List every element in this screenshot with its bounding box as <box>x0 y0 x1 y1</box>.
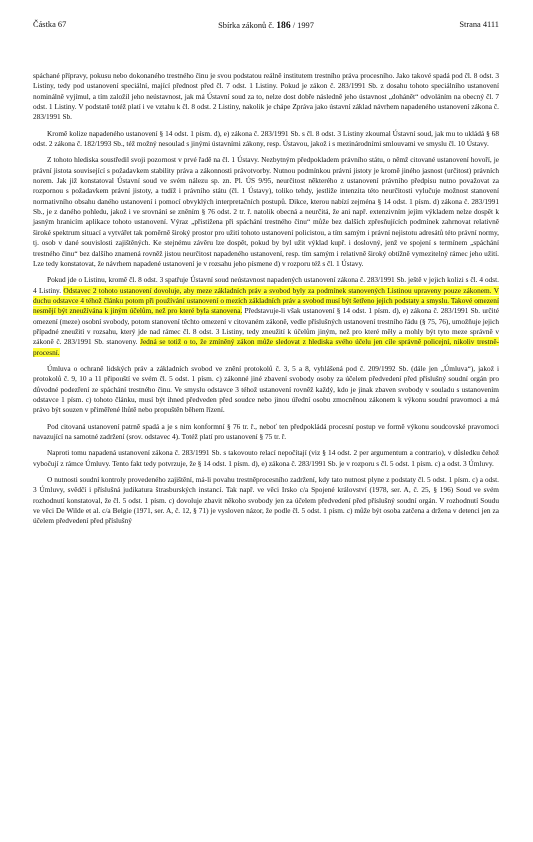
paragraph-text: Pokud jde o Listinu, kromě čl. 8 odst. 3 spatřuje Ústavní soud neústavnost napadených ustanovení zákona č. 283/1991 Sb. ještě v jejich kolizi s čl. 4 odst. 4 Listiny. <box>33 275 499 295</box>
paragraph-text: Naproti tomu napadená ustanovení zákona č. 283/1991 Sb. s takovouto relací nepočítají (viz § 14 odst. 2 per argumentum a contrario), v důsledku čehož vybočují z rámce Úmluvy. Tento fakt tedy potvrzuje, že § 14 odst. 1 písm. d), e) zákona č. 283/1991 Sb. je v rozporu s čl. 5 odst. 1 písm. c) a odst. 3 Úmluvy. <box>33 448 499 468</box>
paragraph-text: Úmluva o ochraně lidských práv a základních svobod ve znění protokolů č. 3, 5 a 8, vyhlášená pod č. 209/1992 Sb. (dále jen „Úmluva“), jakož i protokolů č. 9, 10 a 11 připouští ve svém čl. 5 odst. 1 písm. c) zákonné jiné zbavení svobody osoby za účelem předvedení před příslušný soudní orgán pro důvodné podezření ze spáchání trestného činu. Ve smyslu odstavce 3 téhož ustanovení rovněž každý, kdo je jinak zbaven svobody v souladu s ustanovením odstavce 1 písm. c) tohoto článku, musí být ihned předveden před soudce nebo jinou úřední osobu zmocněnou zákonem k výkonu soudní pravomoci a má právo být souzen v přiměřené lhůtě nebo propuštěn během řízení. <box>33 363 499 415</box>
header-issue-number: 186 <box>276 20 291 31</box>
paragraph-text: Představuje-li však ustanovení § 14 odst. 1 písm. d), e) zákona č. 283/1991 Sb. určité omezení (meze) osobní svobody, potom stanovení těchto omezení v citovaném zákoně, vedle příslušných ustanovení trestního řádu (§ 75, 76), umožňuje jejich případné zneužití v rozsahu, který jde nad rámec čl. 8 odst. 3 Listiny, tedy zneužití k účelům jiným, než pro které měly a mohly být tyto meze správně v zákoně č. 283/1991 Sb. stanoveny. <box>33 306 499 347</box>
body-paragraph <box>33 448 499 469</box>
body-paragraph <box>33 129 499 150</box>
header-issue-part: Částka 67 <box>33 20 67 29</box>
body-paragraph <box>33 275 499 358</box>
body-paragraph <box>33 475 499 527</box>
body-paragraph <box>33 71 499 123</box>
highlighted-text: Jedná se totiž o to, že zmíněný zákon může sledovat z hlediska svého účelu jen cíle správně policejní, nikoliv trestně-procesní. <box>33 337 500 357</box>
paragraph-text: Pod citovaná ustanovení patrně spadá a je s nim konformní § 76 tr. ř., neboť ten předpokládá procesní postup ve formě výkonu soudcovské pravomoci navazující na samotné zadržení (srov. odstavec 4). Totéž platí pro ustanovení § 75 tr. ř. <box>33 421 499 441</box>
header-page-number: Strana 4111 <box>459 20 499 29</box>
page-header <box>33 20 499 36</box>
paragraph-text: Kromě kolize napadeného ustanovení § 14 odst. 1 písm. d), e) zákona č. 283/1991 Sb. s čl. 8 odst. 3 Listiny zkoumal Ústavní soud, jak mu to ukládá § 68 odst. 2 zákona č. 182/1993 Sb., též možný nesoulad s jinými ústavními zákony, resp. Ústavou, jakož i s mezinárodními smlouvami ve smyslu čl. 10 Ústavy. <box>33 128 499 149</box>
highlighted-text: Odstavec 2 tohoto ustanovení dovoluje, aby meze základních práv a svobod byly za podmínek stanovených Listinou upraveny pouze zákonem. V duchu odstavce 4 téhož článku potom při používání ustanovení o mezích základních práv a svobod musí být šetřeno jejich podstaty a smyslu. Takové omezení nesmějí být zneužívána k jiným účelům, než pro které byla stanovena. <box>33 285 499 316</box>
paragraph-text: Z tohoto hlediska soustředil svoji pozornost v prvé řadě na čl. 1 Ústavy. Nezbytným předpokladem právního státu, o němž citované ustanovení hovoří, je právní jistota související s požadavkem stability práva a zákonnosti právotvorby. Nutnou podmínkou právní jistoty je kromě jiného jasnost (určitost) právních norem. Jak již konstatoval Ústavní soud ve svém nálezu sp. zn. Pl. ÚS 9/95, neurčitost některého z ustanovení právního předpisu nutno považovat za rozpornou s požadavkem právní jistoty, a tudíž i právního státu (čl. 1 Ústavy), tolikо tehdy, jestliže intenzita této neurčitosti vylučuje možnost stanovení normativního obsahu daného ustanovení i pomocí obvyklých interpretačních postupů. Dikce, kterou nabízí zejména § 14 odst. 1 písm. d) zákona č. 283/1991 Sb., je z daného pohledu, jakož i ve srovnání se zněním § 76 odst. 2 tr. ř. natolik obecná a neurčitá, že ani např. extenzivním jejím výkladem nelze dospět k jasným hranicím aplikace tohoto ustanovení. Výraz „přistižena při spáchání trestného činu“ může bez dalších zpřesňujících podmínek zahrnovat relativně široké spektrum situací a vytvářet tak poměrně široký prostor pro užití tohoto ustanovení policistou, a tím samým i právní nejistotu adresátů této právní normy, tj. osob v dané souvislosti zajištěných. Ke stejnému závěru lze dospět, pokud by byl užit výklad kupř. i doslovný, jenž ve spojení s termínem „spáchání trestného činu“ bez dalšího znamená rovněž jistou neurčitost napadeného ustanovení, resp. tím samým i relativně široký obtížně vymezitelný rámec jeho užití. Lze tedy konstatovat, že návrhem napadené ustanovení je v rozsahu jeho písmene d) v rozporu též s čl. 1 Ústavy. <box>33 155 499 268</box>
body-paragraph <box>33 155 499 269</box>
body-paragraph <box>33 364 499 416</box>
paragraph-text: spáchané přípravy, pokusu nebo dokonaného trestného činu je svou podstatou reálně institutem trestního práva procesního. Jako takové spadá pod čl. 8 odst. 3 Listiny, tedy pod ustanovení speciální, mající přednost před čl. 7 odst. 1 Listiny. Pokud je zákon č. 283/1991 Sb. z dosahu tohoto speciálního ustanovení nominálně vyjímul, a tím založil jeho neústavnost, jak má Ústavní soud za to, nelze dost dobře následně jeho ústavnost „dohánět“ odvoláním na obecný čl. 7 odst. 1 Listiny. V podstatě totéž platí i ve vztahu k čl. 8 odst. 2 Listiny, nakolik je chápe Zpráva jako ústavní základ návrhem napadeného ustanovení zákona č. 283/1991 Sb. <box>33 71 499 122</box>
header-collection-title: Sbírka zákonů č. 186 / 1997 <box>218 20 314 31</box>
paragraph-text: O nutnosti soudní kontroly provedeného zajištění, má-li povahu trestněprocesního zadržení, kdy tato nutnost plyne z podstaty čl. 5 odst. 1 písm. c) a odst. 3 Úmluvy, svědčí i příslušná judikatura štrasburských instancí. Tak např. ve věci Irsko c/a Spojené království (1978, ser. A, č. 25, § 196) Soud ve svém rozhodnutí konstatoval, že čl. 5 odst. 1 písm. c) dovoluje zbavit někoho svobody jen za účelem předvedení před příslušný soudní orgán. V rozhodnutí Soudu ve věci De Wilde et al. c/a Belgie (1971, ser. A, č. 12, § 71) je vysloven názor, že podle čl. 5 odst. 1 písm. c) může být osoba zatčena a držena v detenci jen za účelem předvedení před příslušný <box>33 475 499 526</box>
body-paragraph <box>33 422 499 443</box>
page-body <box>33 71 499 533</box>
